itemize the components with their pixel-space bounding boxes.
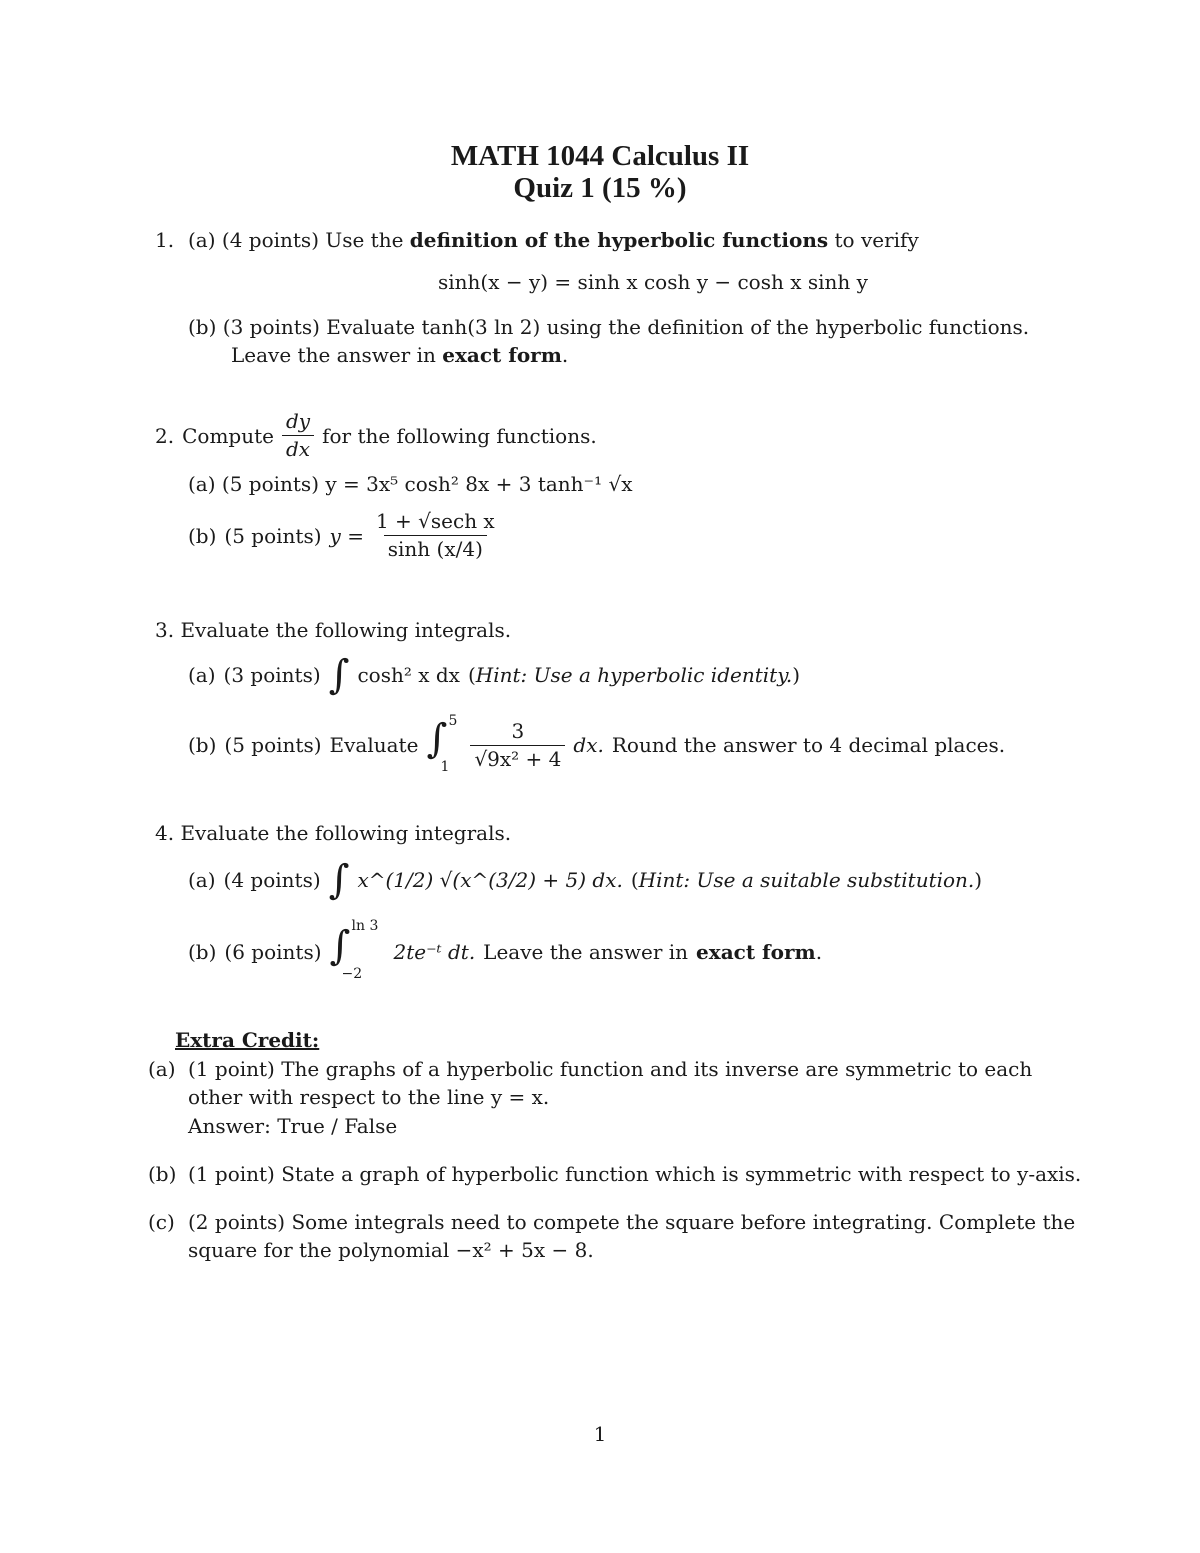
q3b-line (188, 715, 1005, 775)
q2-frac-den: dx (282, 435, 314, 461)
q4b-upper-limit: ln 3 (351, 918, 379, 934)
integral-sign-icon: ∫ (328, 652, 350, 698)
extra-b-line1: (1 point) State a graph of hyperbolic function which is symmetric with respect to y-axis. (188, 1162, 1082, 1186)
q2-derivative-fraction (282, 410, 314, 461)
q4b-lower-limit: −2 (341, 966, 363, 982)
page-title: MATH 1044 Calculus II (450, 140, 750, 172)
q4b-pre: Leave the answer in (483, 940, 689, 964)
q2b-line (188, 510, 499, 561)
page-number: 1 (593, 1422, 607, 1446)
q1a-label: (a) (188, 228, 216, 252)
q2a-line (188, 472, 633, 496)
q2-post: for the following functions. (322, 423, 597, 448)
q3b-upper-limit: 5 (448, 713, 458, 729)
q4-text: Evaluate the following integrals. (180, 821, 512, 845)
q3-text: Evaluate the following integrals. (180, 618, 512, 642)
q3a-hint: Hint: Use a hyperbolic identity. (475, 663, 793, 687)
q4b-expr: 2te⁻ᵗ dt. (393, 940, 476, 964)
q1a-pre: Use the (325, 228, 404, 252)
extra-c-line1: (2 points) Some integrals need to compete the square before integrating. Complete the (188, 1210, 1076, 1234)
q4-line (155, 821, 511, 845)
extra-c-line2: square for the polynomial −x² + 5x − 8. (188, 1238, 594, 1262)
q1b-label: (b) (188, 315, 217, 339)
q3-line (155, 618, 511, 642)
q2a-expr: y = 3x⁵ cosh² 8x + 3 tanh⁻¹ √x (325, 472, 633, 496)
q4b-post: . (815, 940, 823, 964)
integral-sign-icon: ∫ (426, 716, 448, 762)
q1b-line2 (231, 343, 568, 367)
q3b-dx: dx. (573, 733, 604, 757)
q2-number: 2. (155, 423, 175, 448)
integral-sign-icon: ∫ (328, 857, 350, 903)
q3a-expr: cosh² x dx (357, 663, 460, 687)
q4b-definite-integral (330, 920, 386, 984)
q2b-num: 1 + √sech x (375, 509, 495, 533)
q3b-post: Round the answer to 4 decimal places. (611, 733, 1006, 757)
q3b-lower-limit: 1 (440, 759, 450, 775)
q2-line (155, 410, 597, 461)
extra-b-label: (b) (148, 1162, 177, 1186)
q1a-post: to verify (834, 228, 919, 252)
q1b-line2-bold: exact form (442, 343, 562, 367)
q4a-line (188, 857, 983, 903)
q1b-line2-post: . (561, 343, 569, 367)
extra-a-label: (a) (148, 1057, 176, 1081)
q3a-hint-close: ) (792, 663, 800, 687)
q4a-expr: x^(1/2) √(x^(3/2) + 5) dx. (357, 868, 623, 892)
q3b-den: √9x² + 4 (470, 745, 565, 771)
extra-credit-heading: Extra Credit: (175, 1028, 320, 1052)
q2a-label: (a) (188, 472, 216, 496)
q4b-line (188, 920, 822, 984)
q4a-label: (a) (188, 868, 216, 892)
q1-identity: sinh(x − y) = sinh x cosh y − cosh x sinh y (438, 270, 868, 294)
q1b-line (188, 315, 1029, 339)
q2b-lhs: y = (329, 523, 364, 548)
q3b-fraction (470, 720, 565, 771)
q3a-points: (3 points) (223, 663, 321, 687)
q1a-line (188, 228, 919, 252)
q3a-line (188, 652, 800, 698)
q3b-pre: Evaluate (329, 733, 419, 757)
page-subtitle: Quiz 1 (15 %) (513, 172, 687, 204)
q4a-hint: Hint: Use a suitable substitution. (638, 868, 975, 892)
q4a-hint-close: ) (974, 868, 983, 892)
q4b-points: (6 points) (224, 940, 322, 964)
q4a-points: (4 points) (223, 868, 321, 892)
integral-sign-icon: ∫ (329, 923, 351, 969)
q3a-label: (a) (188, 663, 216, 687)
extra-a-line3: Answer: True / False (188, 1114, 398, 1138)
q2b-fraction (372, 510, 499, 561)
q1b-points: (3 points) (222, 315, 320, 339)
q4a-hint-open: ( (630, 868, 639, 892)
extra-c-label: (c) (148, 1210, 175, 1234)
q2b-label: (b) (188, 523, 217, 548)
q3-number: 3. (155, 618, 175, 642)
q3a-hint-open: ( (467, 663, 476, 687)
q1a-bold: definition of the hyperbolic functions (409, 228, 829, 252)
q2a-points: (5 points) (221, 472, 319, 496)
q3b-label: (b) (188, 733, 217, 757)
q4b-bold: exact form (696, 940, 816, 964)
q4b-label: (b) (188, 940, 217, 964)
q2b-points: (5 points) (224, 523, 322, 548)
q1a-points: (4 points) (221, 228, 319, 252)
q1b-text: Evaluate tanh(3 ln 2) using the definition of the hyperbolic functions. (326, 315, 1030, 339)
q2b-den: sinh (x/4) (384, 535, 487, 561)
q1-number: 1. (155, 228, 175, 252)
q1b-line2-pre: Leave the answer in (231, 343, 436, 367)
q3b-points: (5 points) (224, 733, 322, 757)
q2-frac-num: dy (285, 409, 311, 433)
q4-number: 4. (155, 821, 175, 845)
q2-pre: Compute (182, 423, 274, 448)
extra-a-line2: other with respect to the line y = x. (188, 1085, 550, 1109)
q3b-num: 3 (511, 718, 525, 743)
q3b-definite-integral (426, 715, 462, 775)
extra-a-line1: (1 point) The graphs of a hyperbolic function and its inverse are symmetric to each (188, 1057, 1033, 1081)
